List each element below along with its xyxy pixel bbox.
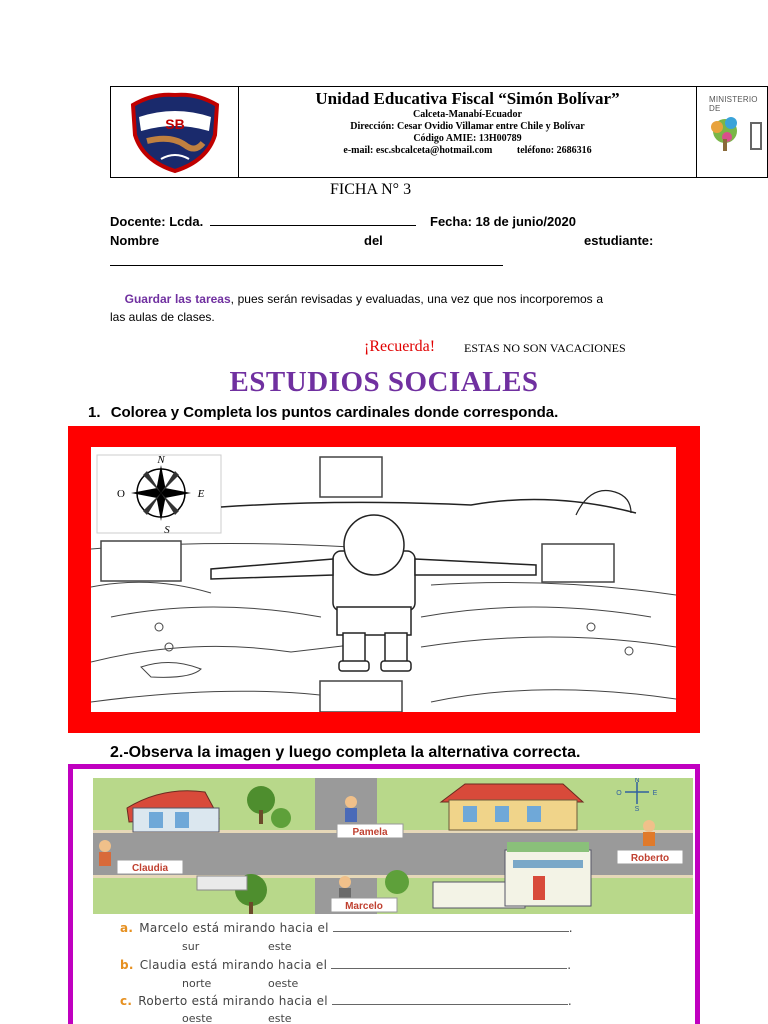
option-b-text: Claudia está mirando hacia el	[139, 958, 328, 972]
school-email: e-mail: esc.sbcalceta@hotmail.com	[343, 145, 493, 156]
school-name: Unidad Educativa Fiscal “Simón Bolívar”	[315, 89, 620, 108]
school-phone: teléfono: 2686316	[516, 145, 592, 156]
option-b-letter: b.	[120, 958, 134, 972]
boy-figure	[211, 515, 536, 671]
south-answer-box	[320, 681, 402, 712]
ministry-tree-logo	[697, 87, 768, 177]
mini-compass-n: N	[634, 778, 640, 784]
map-label-claudia: Claudia	[131, 863, 169, 874]
option-c-blank[interactable]	[332, 995, 568, 1005]
option-c: c. Roberto está mirando hacia el .	[120, 994, 573, 1008]
option-b: b. Claudia está mirando hacia el .	[120, 958, 572, 972]
docente-blank[interactable]	[210, 214, 416, 226]
estudiante-label: estudiante:	[584, 233, 654, 248]
ministry-label: MINISTERIO DE	[709, 95, 758, 113]
student-name-blank[interactable]	[110, 254, 503, 266]
nombre-label: Nombre	[110, 233, 160, 248]
map-label-marcelo: Marcelo	[345, 901, 383, 912]
west-answer-box	[101, 541, 181, 581]
option-a-blank[interactable]	[333, 922, 569, 932]
boy-landscape-drawing	[91, 447, 676, 712]
compass-n: N	[157, 454, 165, 466]
docente-label: Docente: Lcda.	[110, 214, 204, 229]
option-a: a. Marcelo está mirando hacia el .	[120, 921, 573, 935]
question-2: 2.-Observa la imagen y luego completa la alternativa correcta.	[110, 744, 581, 761]
mini-compass-o: O	[616, 790, 622, 797]
option-c-letter: c.	[120, 994, 133, 1008]
option-c-text: Roberto está mirando hacia el	[138, 994, 328, 1008]
instructions-paragraph	[110, 290, 603, 326]
ficha-title: FICHA N° 3	[330, 181, 412, 198]
east-answer-box	[542, 544, 614, 582]
instructions-highlight: Guardar las tareas	[124, 292, 231, 306]
ministry-logo-cell	[697, 87, 768, 177]
option-b-blank[interactable]	[331, 959, 567, 969]
map-label-pamela: Pamela	[352, 827, 388, 838]
school-address: Dirección: Cesar Ovidio Villamar entre Chile y Bolívar	[350, 121, 585, 132]
mini-compass-s: S	[634, 806, 640, 813]
map-label-roberto: Roberto	[630, 853, 670, 864]
option-a-choice-1[interactable]: sur	[182, 940, 200, 953]
compass-e: E	[197, 488, 205, 500]
no-vacaciones-note: ESTAS NO SON VACACIONES	[464, 341, 626, 355]
option-a-text: Marcelo está mirando hacia el	[139, 921, 329, 935]
recuerda-label: ¡Recuerda!	[364, 338, 436, 355]
question-1-number: 1.	[88, 404, 101, 421]
exercise-1-illustration	[91, 447, 676, 712]
school-logo-initials: SB	[165, 116, 185, 132]
question-1	[88, 404, 558, 421]
school-logo-cell	[111, 87, 239, 177]
option-a-choice-2[interactable]: este	[268, 940, 292, 953]
del-label: del	[364, 233, 383, 248]
school-crest-logo	[111, 87, 239, 177]
school-info	[239, 87, 697, 177]
option-c-choice-1[interactable]: oeste	[182, 1012, 213, 1024]
question-1-text: Colorea y Completa los puntos cardinales donde corresponda.	[110, 404, 559, 421]
school-location: Calceta-Manabí-Ecuador	[413, 109, 522, 120]
subject-title: ESTUDIOS SOCIALES	[229, 366, 539, 398]
option-c-choice-2[interactable]: este	[268, 1012, 292, 1024]
option-b-choice-1[interactable]: norte	[182, 977, 212, 990]
option-b-choice-2[interactable]: oeste	[268, 977, 299, 990]
north-answer-box	[320, 457, 382, 497]
fecha-text: Fecha: 18 de junio/2020	[430, 214, 576, 229]
school-contact	[239, 145, 696, 157]
compass-s: S	[164, 524, 170, 536]
town-map-illustration	[93, 778, 693, 914]
option-a-letter: a.	[120, 921, 134, 935]
school-amie: Código AMIE: 13H00789	[413, 133, 522, 144]
mini-compass-e: E	[652, 790, 658, 797]
school-header	[110, 86, 768, 178]
compass-o: O	[117, 488, 125, 500]
instructions-rest: , pues serán revisadas y evaluadas, una vez que nos incorporemos a las aulas de clases.	[110, 292, 603, 324]
town-map-drawing	[93, 778, 693, 914]
